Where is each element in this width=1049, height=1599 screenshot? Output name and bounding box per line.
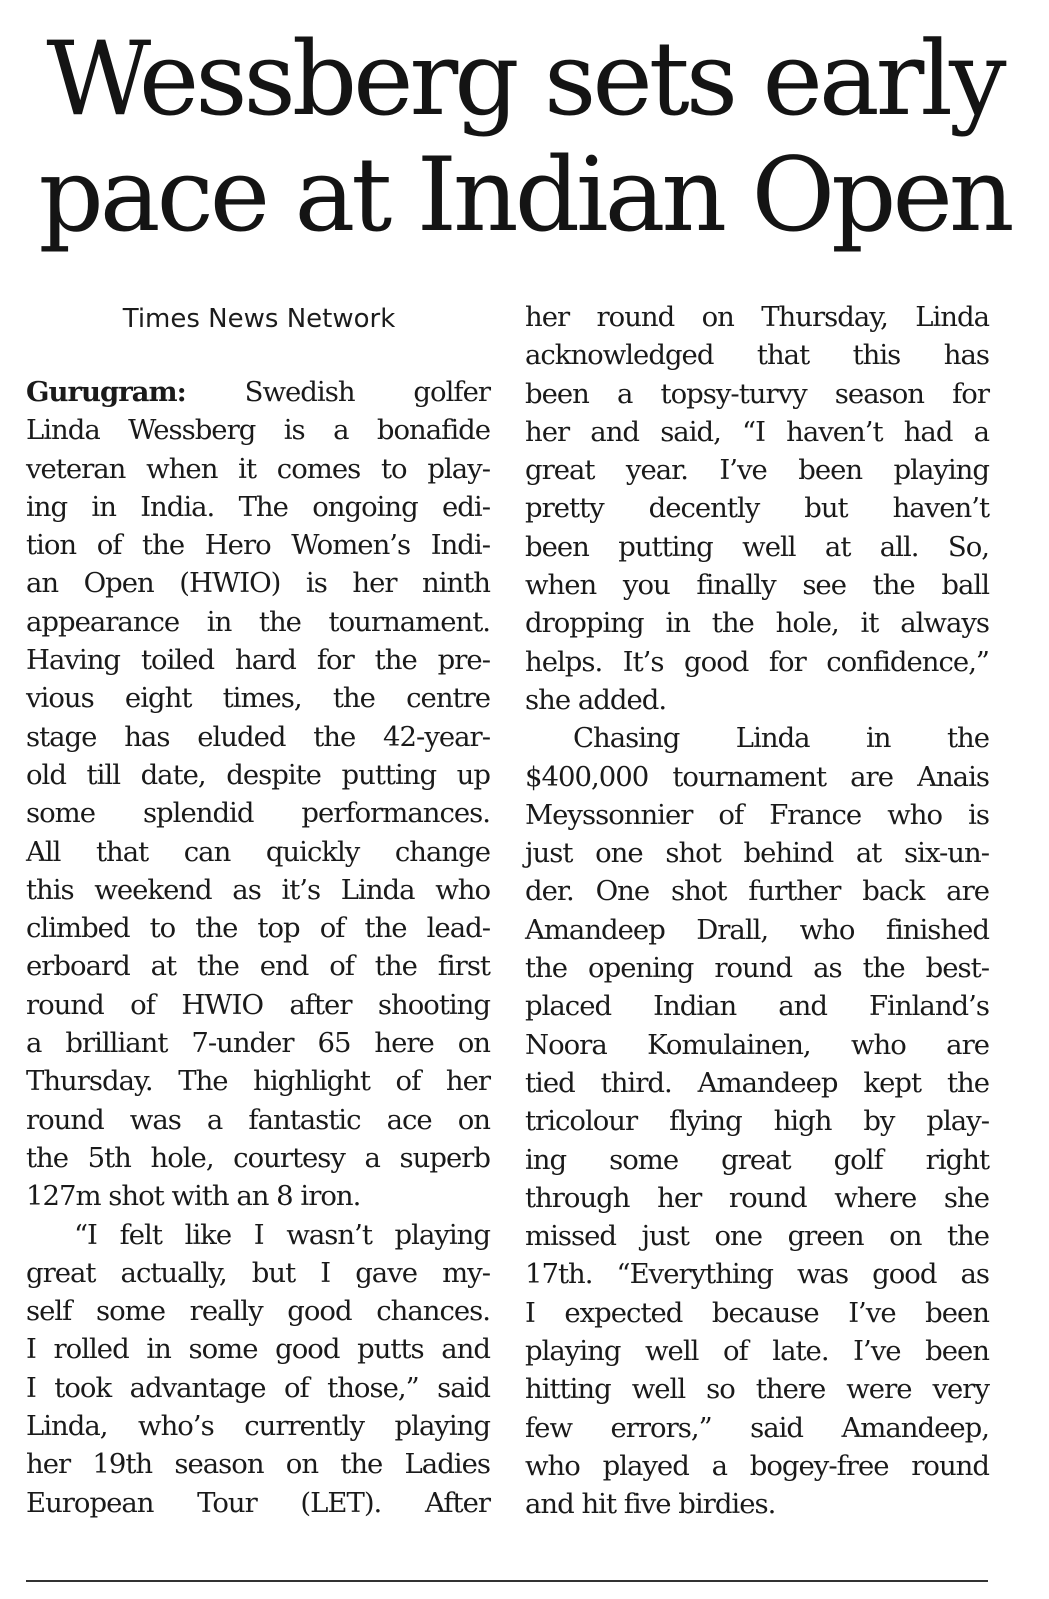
column-line: this weekend as it’s Linda who (26, 873, 490, 906)
column-line: hitting well so there were very (525, 1373, 989, 1406)
column-line: Linda, who’s currently playing (26, 1410, 490, 1443)
column-line: Chasing Linda in the (573, 722, 989, 755)
column-line: Noora Komulainen, who are (525, 1028, 989, 1061)
column-line: self some really good chances. (26, 1295, 490, 1328)
column-line: round of HWIO after shooting (26, 988, 490, 1021)
column-line: Gurugram: Swedish golfer (26, 376, 490, 408)
column-line: her round on Thursday, Linda (525, 301, 989, 333)
column-line: 17th. “Everything was good as (525, 1258, 989, 1291)
column-line: few errors,” said Amandeep, (525, 1411, 989, 1444)
column-line: great year. I’ve been playing (525, 454, 989, 487)
column-line: old till date, despite putting up (26, 758, 490, 791)
column-line: placed Indian and Finland’s (525, 990, 989, 1023)
column-line: dropping in the hole, it always (525, 607, 989, 640)
column-line: Meyssonnier of France who is (525, 798, 989, 831)
column-line: been a topsy-turvy season for (525, 377, 989, 410)
column-line: appearance in the tournament. (26, 605, 490, 638)
column-line: pretty decently but haven’t (525, 492, 989, 525)
column-line: I took advantage of those,” said (26, 1371, 490, 1404)
column-line: Thursday. The highlight of her (26, 1065, 490, 1098)
column-line: acknowledged that this has (525, 339, 989, 372)
column-line: $400,000 tournament are Anais (525, 760, 989, 793)
column-line: the opening round as the best- (525, 952, 989, 985)
column-line: an Open (HWIO) is her ninth (26, 567, 490, 600)
column-line: been putting well at all. So, (525, 530, 989, 563)
column-line: I rolled in some good putts and (26, 1333, 490, 1366)
byline: Times News Network (122, 304, 396, 334)
column-line: vious eight times, the centre (26, 682, 490, 715)
column-line: Amandeep Drall, who finished (525, 913, 989, 946)
column-line: just one shot behind at six-un- (525, 837, 989, 870)
column-line: tricolour flying high by play- (525, 1105, 989, 1138)
column-line: missed just one green on the (525, 1220, 989, 1253)
column-line: great actually, but I gave my- (26, 1256, 490, 1289)
column-line: ing in India. The ongoing edi- (26, 490, 490, 523)
column-line: a brilliant 7-under 65 here on (26, 1027, 490, 1060)
column-line: when you finally see the ball (525, 569, 989, 602)
column-line: stage has eluded the 42-year- (26, 720, 490, 753)
column-line: playing well of late. I’ve been (525, 1335, 989, 1368)
headline-line-2: pace at Indian Open (38, 136, 1011, 255)
column-line: helps. It’s good for confidence,” (525, 645, 989, 678)
column-line: she added. (525, 683, 667, 716)
column-line: the 5th hole, courtesy a superb (26, 1141, 490, 1174)
column-line: her 19th season on the Ladies (26, 1448, 490, 1481)
column-line: round was a fantastic ace on (26, 1103, 490, 1136)
column-line: tied third. Amandeep kept the (525, 1066, 989, 1099)
article-column-left (26, 373, 490, 1522)
column-line: veteran when it comes to play- (26, 452, 490, 485)
column-line: I expected because I’ve been (525, 1296, 989, 1329)
bottom-rule (26, 1580, 988, 1582)
column-line: European Tour (LET). After (26, 1486, 490, 1519)
column-line: climbed to the top of the lead- (26, 912, 490, 945)
column-line: her and said, “I haven’t had a (525, 415, 989, 448)
column-line: ing some great golf right (525, 1143, 989, 1176)
article-column-right (525, 298, 989, 1524)
column-line: erboard at the end of the first (26, 950, 490, 983)
column-line: tion of the Hero Women’s Indi- (26, 529, 490, 562)
column-line: and hit five birdies. (525, 1488, 776, 1521)
headline-line-1: Wessberg sets early (46, 20, 1003, 139)
column-line: “I felt like I wasn’t playing (74, 1218, 490, 1251)
headline (22, 22, 1027, 254)
column-line: 127m shot with an 8 iron. (26, 1180, 361, 1213)
column-line: through her round where she (525, 1181, 989, 1214)
column-line: der. One shot further back are (525, 875, 989, 908)
column-line: All that can quickly change (26, 835, 490, 868)
column-line: Linda Wessberg is a bonafide (26, 414, 490, 447)
column-line: some splendid performances. (26, 797, 490, 830)
dateline: Gurugram: (26, 376, 186, 408)
column-line: who played a bogey-free round (525, 1449, 989, 1482)
column-line: Having toiled hard for the pre- (26, 644, 490, 677)
